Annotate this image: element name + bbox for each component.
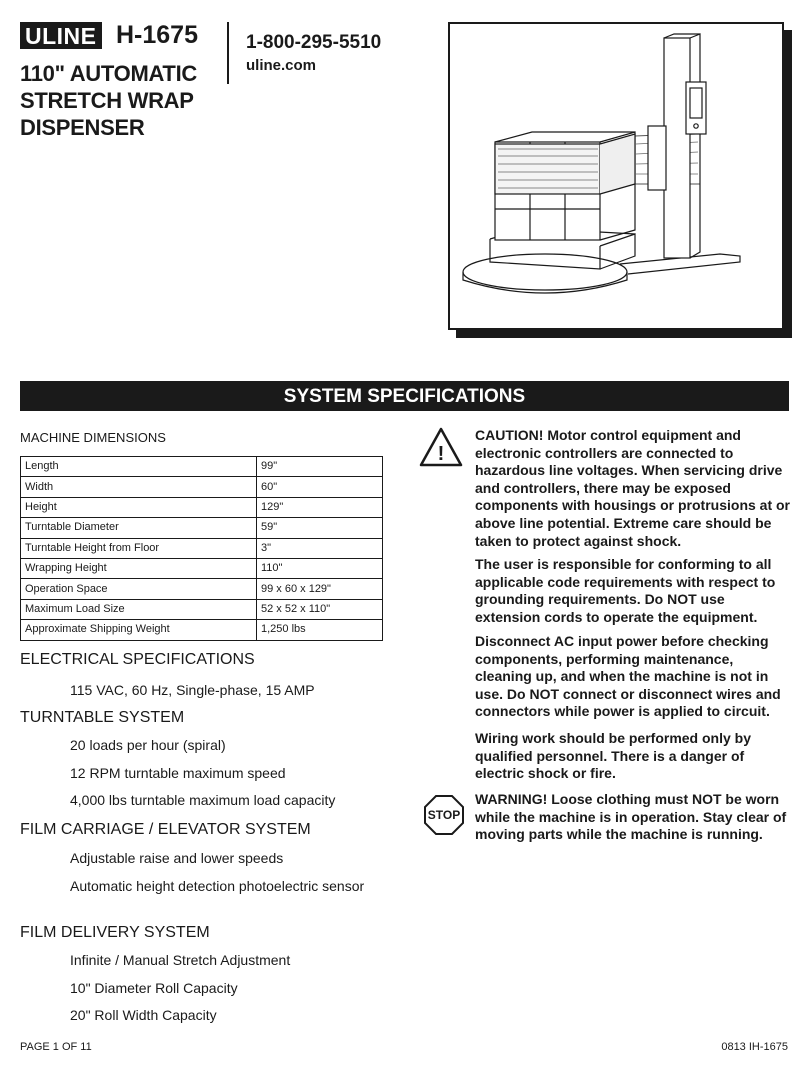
header-divider <box>227 22 229 84</box>
stop-symbol: STOP <box>427 808 461 822</box>
electrical-item: 115 VAC, 60 Hz, Single-phase, 15 AMP <box>70 682 315 698</box>
row-label: Operation Space <box>21 579 257 599</box>
row-value: 60" <box>257 477 383 497</box>
section-title: SYSTEM SPECIFICATIONS <box>20 381 789 411</box>
product-illustration <box>448 22 784 330</box>
table-row <box>21 620 383 640</box>
table-row <box>21 477 383 497</box>
phone-number[interactable]: 1-800-295-5510 <box>246 32 382 53</box>
row-label: Maximum Load Size <box>21 599 257 619</box>
table-row <box>21 518 383 538</box>
table-row <box>21 538 383 558</box>
row-value: 3" <box>257 538 383 558</box>
row-value: 99" <box>257 457 383 477</box>
table-row <box>21 599 383 619</box>
table-row <box>21 558 383 578</box>
stretch-wrapper-drawing <box>450 24 782 328</box>
turntable-heading: TURNTABLE SYSTEM <box>20 709 185 726</box>
title-line-2: STRETCH WRAP <box>20 88 194 113</box>
film-delivery-item-2: 10" Diameter Roll Capacity <box>70 980 238 996</box>
table-row <box>21 457 383 477</box>
page-number: PAGE 1 OF 11 <box>20 1041 92 1053</box>
row-label: Turntable Height from Floor <box>21 538 257 558</box>
film-carriage-item-2: Automatic height detection photoelectric sensor <box>70 878 365 894</box>
turntable-item-2: 12 RPM turntable maximum speed <box>70 765 286 781</box>
turntable-item-1: 20 loads per hour (spiral) <box>70 737 226 753</box>
uline-logo: ULINE <box>20 22 102 49</box>
stop-icon <box>423 794 465 836</box>
warning-paragraph: WARNING! Loose clothing must NOT be worn while the machine is in operation. Stay clear of moving parts while the machine is running. <box>475 791 787 843</box>
film-carriage-item-1: Adjustable raise and lower speeds <box>70 850 284 866</box>
row-value: 99 x 60 x 129" <box>257 579 383 599</box>
film-carriage-heading: FILM CARRIAGE / ELEVATOR SYSTEM <box>20 821 311 838</box>
row-label: Height <box>21 497 257 517</box>
electrical-heading: ELECTRICAL SPECIFICATIONS <box>20 651 255 668</box>
caution-paragraph: CAUTION! Motor control equipment and electronic controllers are connected to hazardous line voltages. When servicing drive and controllers, there may be exposed components with housings or protrusions at or above line potential. Extreme care should be taken to protect against shock. <box>475 427 791 549</box>
table-row <box>21 497 383 517</box>
row-label: Turntable Diameter <box>21 518 257 538</box>
row-value: 59" <box>257 518 383 538</box>
website-link[interactable]: uline.com <box>246 57 317 74</box>
grounding-paragraph: The user is responsible for conforming to all applicable code requirements with respect to grounding requirements. Do NOT use extension cords to operate the equipment. <box>475 556 776 625</box>
document-code: 0813 IH-1675 <box>721 1041 788 1053</box>
title-line-3: DISPENSER <box>20 115 145 140</box>
row-value: 52 x 52 x 110" <box>257 599 383 619</box>
row-label: Width <box>21 477 257 497</box>
row-label: Length <box>21 457 257 477</box>
caution-icon <box>419 427 463 467</box>
disconnect-paragraph: Disconnect AC input power before checking components, performing maintenance, cleaning up, and when the machine is not in use. Do NOT connect or disconnect wires and connectors while power is applied to circuit. <box>475 633 781 720</box>
title-line-1: 110" AUTOMATIC <box>20 61 197 86</box>
film-delivery-item-1: Infinite / Manual Stretch Adjustment <box>70 952 291 968</box>
caution-symbol: ! <box>437 443 445 465</box>
machine-dimensions-table <box>20 456 383 641</box>
machine-dimensions-heading: MACHINE DIMENSIONS <box>20 430 166 445</box>
wiring-paragraph: Wiring work should be performed only by qualified personnel. There is a danger of electric shock or fire. <box>475 730 752 782</box>
film-delivery-item-3: 20" Roll Width Capacity <box>70 1007 217 1023</box>
row-value: 110" <box>257 558 383 578</box>
row-value: 129" <box>257 497 383 517</box>
film-delivery-heading: FILM DELIVERY SYSTEM <box>20 924 210 941</box>
turntable-item-3: 4,000 lbs turntable maximum load capacity <box>70 792 336 808</box>
product-title <box>20 60 197 141</box>
row-label: Approximate Shipping Weight <box>21 620 257 640</box>
row-label: Wrapping Height <box>21 558 257 578</box>
row-value: 1,250 lbs <box>257 620 383 640</box>
model-number: H-1675 <box>116 21 198 49</box>
table-row <box>21 579 383 599</box>
